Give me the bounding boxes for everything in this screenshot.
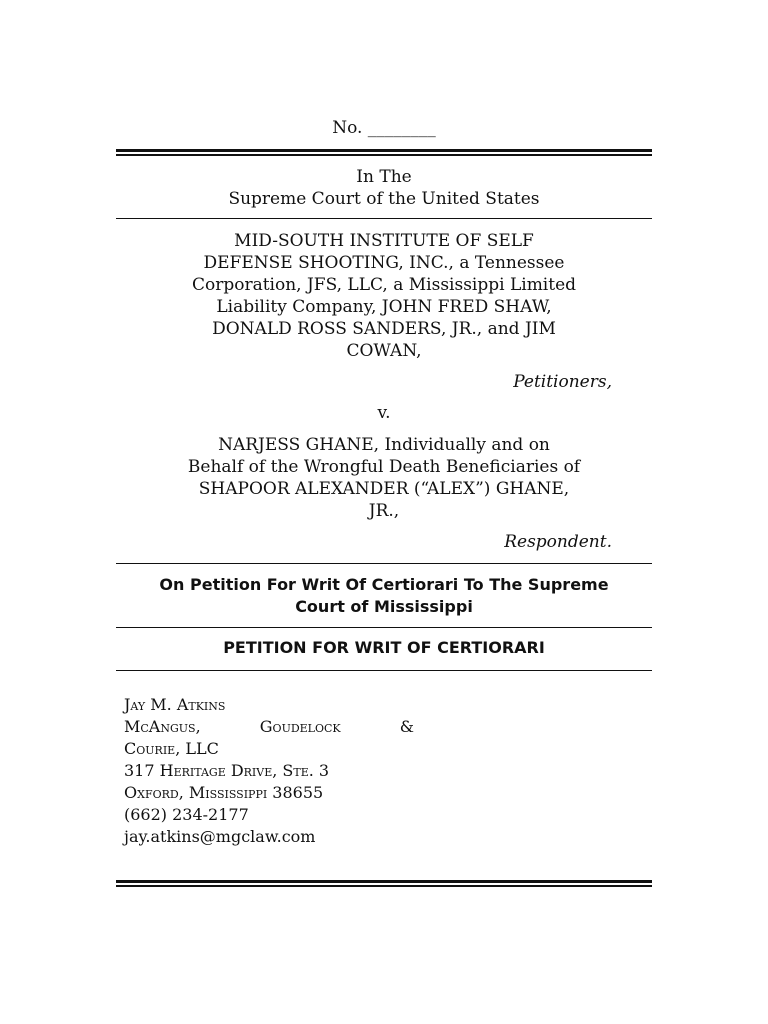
- respondent-block: [156, 434, 612, 522]
- petitioner-line: Liability Company, JOHN FRED SHAW,: [216, 297, 552, 317]
- docket-number: No. ________: [332, 118, 436, 138]
- petitioner-line: DEFENSE SHOOTING, INC., a Tennessee: [203, 253, 565, 273]
- firm-name-part: McAngus,: [124, 717, 201, 736]
- respondent-line: SHAPOOR ALEXANDER (“ALEX”) GHANE,: [198, 479, 570, 499]
- firm-name-part: Goudelock: [259, 717, 341, 736]
- respondent-line: NARJESS GHANE, Individually and on: [218, 435, 550, 455]
- city-address: Oxford, Mississippi 38655: [124, 783, 324, 802]
- writ-heading: [116, 574, 652, 618]
- email-address[interactable]: jay.atkins@mgclaw.com: [124, 827, 316, 846]
- divider-rule: [116, 627, 652, 628]
- court-heading: [116, 166, 652, 210]
- petitioners-block: [156, 230, 612, 362]
- respondent-line: Behalf of the Wrongful Death Beneficiaries of: [187, 457, 581, 477]
- counsel-block: [124, 694, 414, 848]
- divider-rule: [116, 563, 652, 564]
- writ-line-1: On Petition For Writ Of Certiorari To The Supreme: [159, 575, 609, 594]
- petitioners-role: Petitioners,: [513, 372, 612, 392]
- firm-name-part: &: [399, 717, 414, 736]
- petitioner-line: Corporation, JFS, LLC, a Mississippi Limited: [191, 275, 577, 295]
- divider-rule: [116, 218, 652, 219]
- petitioner-line: MID-SOUTH INSTITUTE OF SELF: [234, 231, 534, 251]
- street-address: 317 Heritage Drive, Ste. 3: [124, 761, 330, 780]
- respondent-role: Respondent.: [504, 532, 612, 552]
- counsel-name: Jay M. Atkins: [124, 695, 226, 714]
- petitioner-line: DONALD ROSS SANDERS, JR., and JIM: [212, 319, 556, 339]
- firm-line-2: Courie, LLC: [124, 739, 219, 758]
- writ-line-2: Court of Mississippi: [295, 597, 473, 616]
- court-line-2: Supreme Court of the United States: [228, 189, 540, 209]
- versus: v.: [377, 403, 391, 423]
- court-line-1: In The: [356, 167, 412, 187]
- divider-rule: [116, 670, 652, 671]
- petitioner-line: COWAN,: [346, 341, 422, 361]
- bottom-double-rule: [116, 880, 652, 887]
- petition-title: PETITION FOR WRIT OF CERTIORARI: [223, 638, 545, 657]
- firm-line-1: [124, 716, 414, 738]
- top-double-rule: [116, 149, 652, 156]
- phone-number: (662) 234-2177: [124, 805, 249, 824]
- respondent-line: JR.,: [368, 501, 400, 521]
